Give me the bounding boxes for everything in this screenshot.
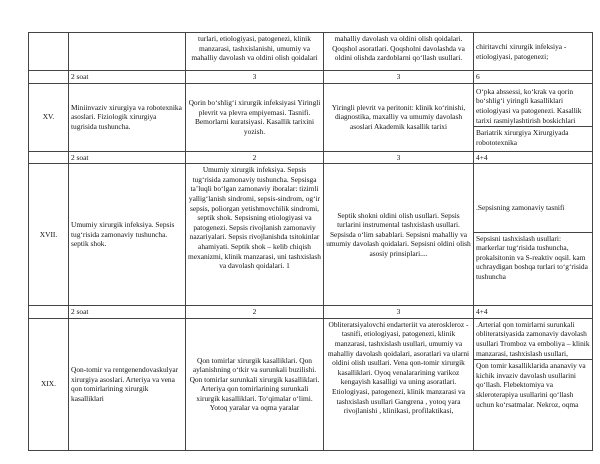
hours-value: 3 <box>324 306 474 319</box>
cell-part: O‘pka abssessi, ko‘krak va qorin bo‘shlig‘i yiringli kasalliklari etiologiyasi va patogenezi. Kasallik tarixi rasmiylashtirish boskichlari <box>474 86 592 127</box>
table-cell: chiritavchi xirurgik infeksiya - etiologiyasi, patogenezi; <box>474 33 593 71</box>
table-cell <box>29 306 69 319</box>
table-cell: Qorin bo‘shlig‘i xirurgik infeksiyasi Yiringli plevrit va plevra empiyemasi. Tasnifi. Bemorlarni kuratsiyasi. Kasallik tarixini yozish. <box>186 83 324 151</box>
table-cell <box>29 33 69 71</box>
table-cell: mahalliy davolash va oldini olish qoidalari. Qoqshol asoratlari. Qoqsholni davolashda va oldini olishda zardoblarni qo‘llash usullari. <box>324 33 474 71</box>
table-cell: Septik shokni oldini olish usullari. Sepsis turlarini instrumental tashxislash usullari. Sepsisda o‘lim sabablari. Sepsisni mahalliy va umumiy davolash qoidalari. Sepsisni oldini olish asosiy prinsiplari.... <box>324 164 474 306</box>
table-cell <box>474 164 593 306</box>
cell-part: .Sepsisning zamonaviy tasnifi <box>474 187 592 233</box>
hours-value: 6 <box>474 71 593 84</box>
hours-value: 3 <box>324 71 474 84</box>
table-row <box>29 83 593 151</box>
topic-title: Miniinvaziv xirurgiya va robotexnika asoslari. Fiziologik xirurgiya tugrisida tushuncha. <box>69 83 186 151</box>
table-cell: Yiringli plevrit va peritonit: klinik ko‘rinishi, diagnostika, maxalliy va umumiy davolash asoslari Akademik kasallik tarixi <box>324 83 474 151</box>
hours-value: 4+4 <box>474 151 593 164</box>
table-row <box>29 318 593 450</box>
table-cell: turlari, etiologiyasi, patogenezi, klinik manzarasi, tashxislanishi, umumiy va mahalliy davolash va oldini olish qoidalari <box>186 33 324 71</box>
hours-value: 3 <box>324 151 474 164</box>
hours-label: 2 soat <box>69 306 186 319</box>
cell-part: Sepsisni tashxislash usullari: markerlar tug‘risida tushuncha, prokalsitonin va S-reaktiv oqsil. kam uchraydigan boshqa turlari to‘g‘risida tushuncha <box>476 233 588 282</box>
hours-value: 2 <box>186 306 324 319</box>
topic-number: XVII. <box>29 164 69 306</box>
table-cell <box>474 318 593 450</box>
hours-value: 4+4 <box>474 306 593 319</box>
table-cell <box>29 151 69 164</box>
hours-label: 2 soat <box>69 71 186 84</box>
table-row <box>29 164 593 306</box>
topic-number: XV. <box>29 83 69 151</box>
table-cell: Qon tomirlar xirurgik kasalliklari. Qon aylanishning o‘tkir va surunkali buzilishi. Qon tomirlar surunkali xirurgik kasalliklari. Arteriya qon tomirlarining surunkali xirurgik kasalliklari. To‘qimalar o‘limi. Yotoq yaralar va oqma yaralar <box>186 318 324 450</box>
hours-label: 2 soat <box>69 151 186 164</box>
table-cell <box>69 33 186 71</box>
topic-title: Qon-tomir va rentgenendovaskulyar xirurgiya asoslari. Arteriya va vena qon tomirlarining xirurgik kasalliklari <box>69 318 186 450</box>
table-cell <box>29 71 69 84</box>
cell-part: Qon tomir kasalliklarida ananaviy va kichik invaziv davolash usullarini qo‘llash. Flebektomiya va skleroterapiya usullarini qo‘llash uchun ko‘rsatmalar. Nekroz, oqma <box>476 361 586 409</box>
hours-value: 2 <box>186 151 324 164</box>
hours-row <box>29 306 593 319</box>
curriculum-table <box>28 32 593 451</box>
cell-part: Bariatrik xirurgiya Xirurgiyada robototexnika <box>476 128 569 147</box>
hours-row <box>29 71 593 84</box>
hours-value: 3 <box>186 71 324 84</box>
topic-number: XIX. <box>29 318 69 450</box>
table-cell: Umumiy xirurgik infeksiya. Sepsis tug‘risida zamonaviy tushuncha. Sepsisga ta’luqli bo‘lgan zamonaviy iboralar: tizimli yallig‘lanish sindromi, sepsis-sindrom, og‘ir sepsis, poliorgan yetishmovchilik sindromi, septik shok. Sepsisning etiologiyasi va patogenezi. Sepsis rivojlanish zamonaviy nazariyalari. Sepsis rivojlanishda tsitokinlar ahamiyati. Septik shok – kelib chiqish mexanizmi, klinik manzarasi, uni tashxislash va davolash qoidalari. 1 <box>186 164 324 306</box>
hours-row <box>29 151 593 164</box>
cell-part: .Arterial qon tomirlarni surunkali obliteratsiyasida zamonaviy davolash usullari Tromboz va emboliya – klinik manzarasi, tashxislash usullari, <box>474 319 592 360</box>
table-row <box>29 33 593 71</box>
table-cell <box>474 83 593 151</box>
topic-title: Umumiy xirurgik infeksiya. Sepsis tug‘risida zamonaviy tushuncha. septik shok. <box>69 164 186 306</box>
table-cell: Obliteratsiyalovchi endarteriit va ateroskleroz - tasnifi, etiologiyasi, patogenezi, klinik manzarasi, tashxislash usullari, umumiy va mahalliy davolash qoidalari, asoratlari va ularni oldini olish usullari. Vena qon-tomir xirurgik kasalliklari. Oyoq venalararining varikoz kengayish kasalligi va uning asoratlari. Etiologiyasi, patogenezi, klinik manzarasi va tashxislash usullari Gangrena , yotoq yara rivojlanishi , klinikasi, profilaktikasi, <box>324 318 474 450</box>
